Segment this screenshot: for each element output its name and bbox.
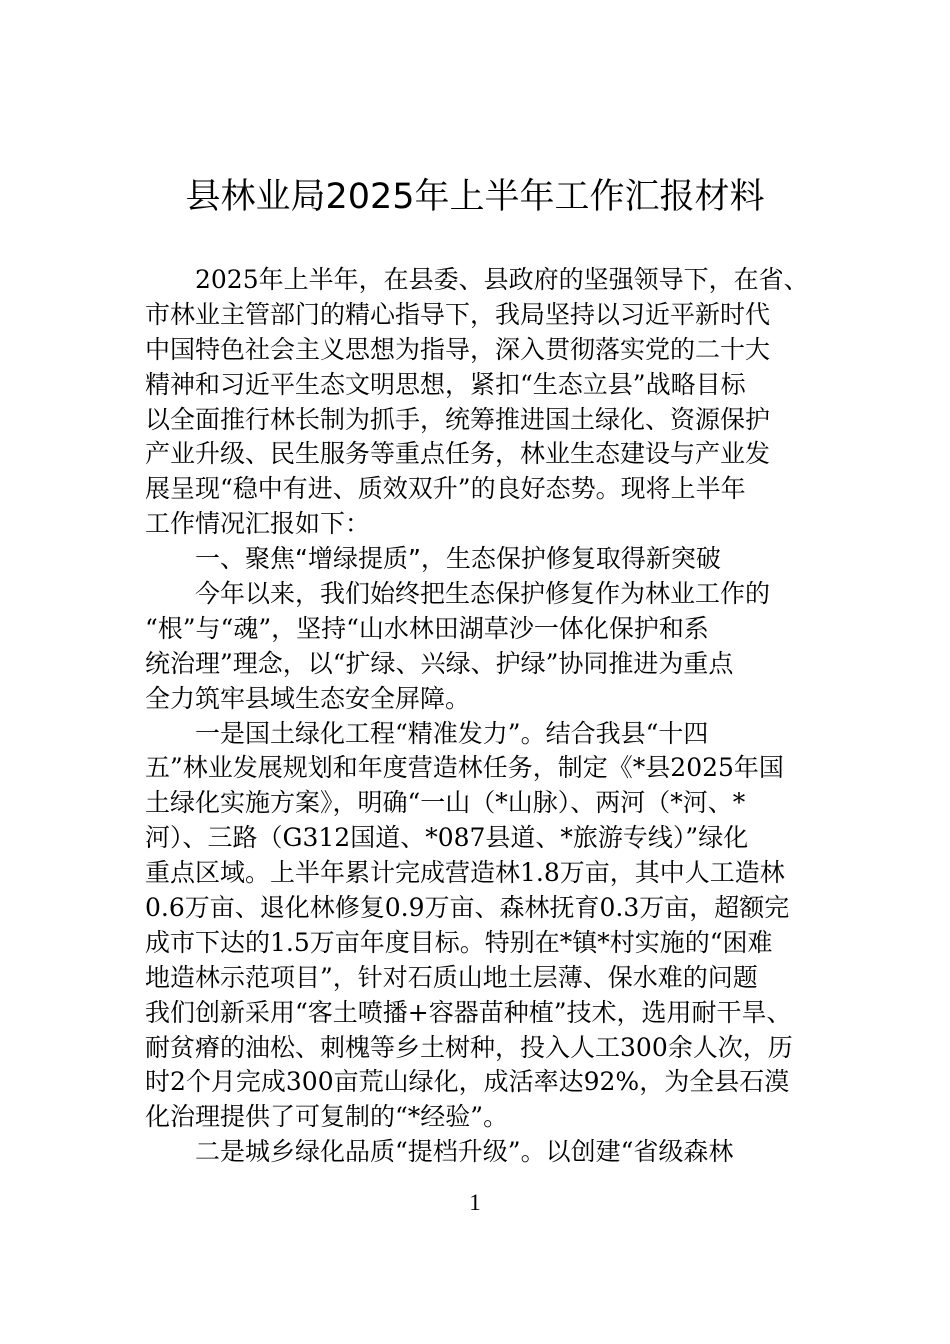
page-number: 1 xyxy=(469,1190,481,1215)
paragraph-line: 五”林业发展规划和年度营造林任务，制定《*县2025年国 xyxy=(145,753,784,783)
paragraph-line: 地造林示范项目”，针对石质山地土层薄、保水难的问题 xyxy=(145,962,758,992)
paragraph-line: 耐贫瘠的油松、刺槐等乡土树种，投入人工300余人次，历 xyxy=(145,1032,793,1062)
paragraph-line: 今年以来，我们始终把生态保护修复作为林业工作的 xyxy=(195,579,771,609)
paragraph-line: 土绿化实施方案》，明确“一山（*山脉）、两河（*河、* xyxy=(145,788,746,818)
paragraph-line: 重点区域。上半年累计完成营造林1.8万亩，其中人工造林 xyxy=(145,858,785,888)
paragraph-line: 工作情况汇报如下： xyxy=(145,509,371,539)
section-heading: 一、聚焦“增绿提质”，生态保护修复取得新突破 xyxy=(195,544,721,574)
document-body xyxy=(145,263,825,1170)
paragraph-line: “根”与“魂”，坚持“山水林田湖草沙一体化保护和系 xyxy=(145,613,709,643)
paragraph-line: 展呈现“稳中有进、质效双升”的良好态势。现将上半年 xyxy=(145,474,746,504)
paragraph-line: 以全面推行林长制为抓手，统筹推进国土绿化、资源保护 xyxy=(145,404,771,434)
paragraph-line: 成市下达的1.5万亩年度目标。特别在*镇*村实施的“困难 xyxy=(145,927,773,957)
paragraph-line: 一是国土绿化工程“精准发力”。结合我县“十四 xyxy=(195,718,709,748)
paragraph-line: 我们创新采用“客土喷播+容器苗种植”技术，选用耐干旱、 xyxy=(145,997,792,1027)
paragraph-line: 2025年上半年，在县委、县政府的坚强领导下，在省、 xyxy=(195,265,809,294)
paragraph-line: 时2个月完成300亩荒山绿化，成活率达92%，为全县石漠 xyxy=(145,1067,790,1097)
paragraph-line: 二是城乡绿化品质“提档升级”。以创建“省级森林 xyxy=(195,1137,734,1167)
paragraph-line: 全力筑牢县域生态安全屏障。 xyxy=(145,683,471,713)
paragraph-line: 化治理提供了可复制的“*经验”。 xyxy=(145,1102,509,1132)
paragraph-line: 市林业主管部门的精心指导下，我局坚持以习近平新时代 xyxy=(145,299,771,329)
paragraph-line: 河）、三路（G312国道、*087县道、*旅游专线）”绿化 xyxy=(145,823,749,853)
paragraph-line: 精神和习近平生态文明思想，紧扣“生态立县”战略目标 xyxy=(145,369,746,399)
paragraph-line: 统治理”理念，以“扩绿、兴绿、护绿”协同推进为重点 xyxy=(145,648,734,678)
paragraph-line: 产业升级、民生服务等重点任务，林业生态建设与产业发 xyxy=(145,439,771,469)
document-title: 县林业局2025年上半年工作汇报材料 xyxy=(185,177,765,217)
paragraph-line: 0.6万亩、退化林修复0.9万亩、森林抚育0.3万亩，超额完 xyxy=(145,893,790,923)
paragraph-line: 中国特色社会主义思想为指导，深入贯彻落实党的二十大 xyxy=(145,334,771,364)
